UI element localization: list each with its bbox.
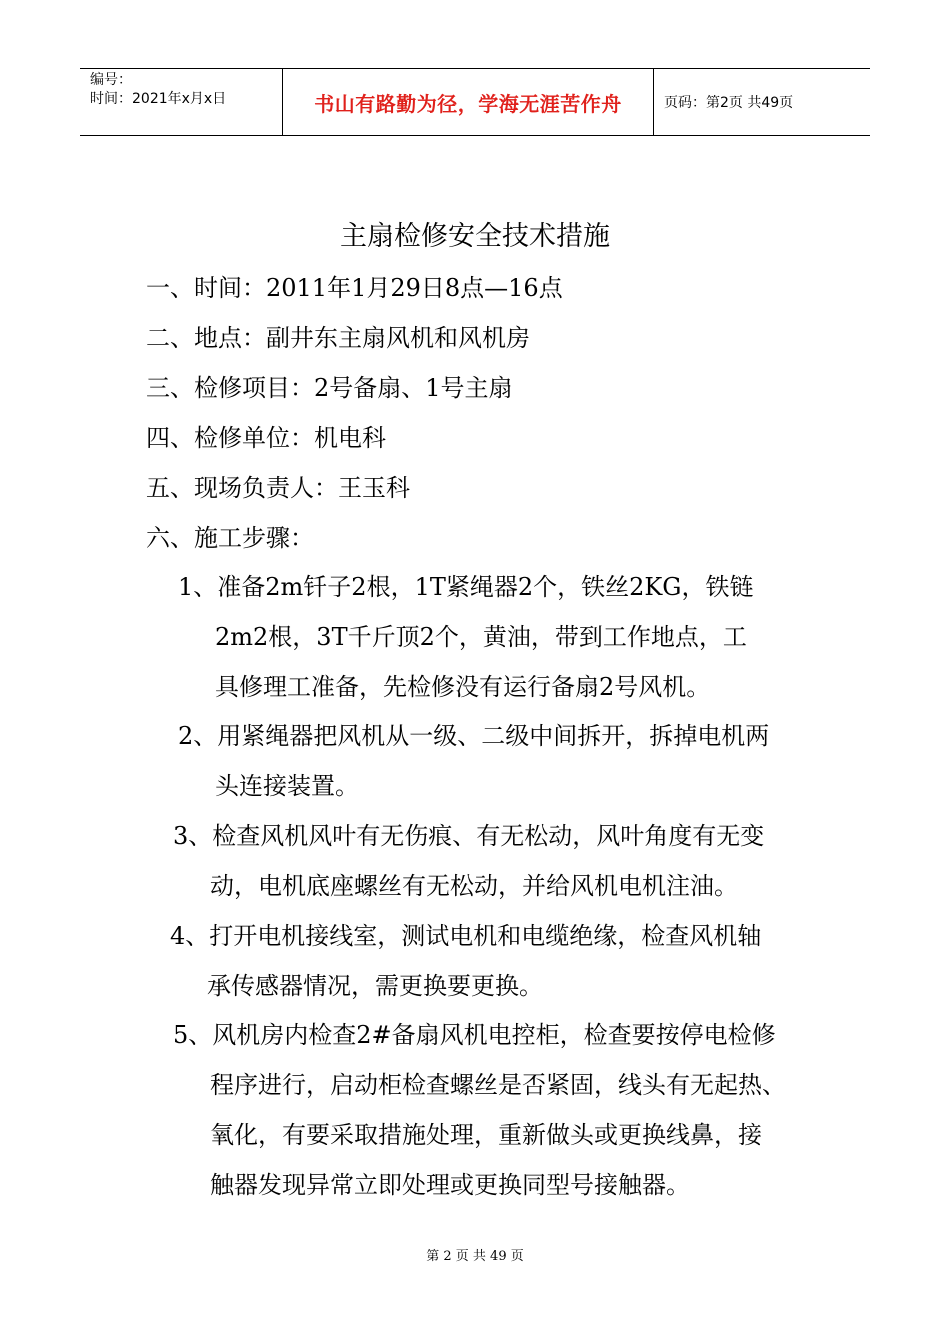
step-1-line-2: 2m2根，3T千斤顶2个，黄油，带到工作地点，工 [215, 623, 747, 651]
number-label: 编号： [90, 72, 132, 88]
step-3-line-2: 动，电机底座螺丝有无松动，并给风机电机注油。 [210, 872, 738, 900]
header-meta [80, 69, 282, 135]
step-5-line-1: 5、风机房内检查2#备扇风机电控柜，检查要按停电检修 [173, 1021, 776, 1049]
step-1-line-3: 具修理工准备，先检修没有运行备扇2号风机。 [215, 673, 711, 701]
section-supervisor: 五、现场负责人：王玉科 [146, 474, 410, 502]
page-footer: 第 2 页 共 49 页 [426, 1249, 524, 1264]
section-location: 二、地点：副井东主扇风机和风机房 [146, 324, 530, 352]
section-steps-heading: 六、施工步骤： [146, 524, 314, 552]
step-5-line-4: 触器发现异常立即处理或更换同型号接触器。 [210, 1171, 690, 1199]
document-header [80, 68, 870, 136]
step-2-line-2: 头连接装置。 [215, 772, 359, 800]
section-time: 一、时间：2011年1月29日8点—16点 [146, 274, 563, 302]
time-label: 时间：2021年x月x日 [90, 91, 227, 107]
section-unit: 四、检修单位：机电科 [146, 424, 386, 452]
step-4-line-2: 承传感器情况，需更换要更换。 [207, 972, 543, 1000]
step-3-line-1: 3、检查风机风叶有无伤痕、有无松动，风叶角度有无变 [173, 822, 765, 850]
header-page-cell [654, 69, 870, 135]
step-5-line-3: 氧化，有要采取措施处理，重新做头或更换线鼻，接 [210, 1121, 762, 1149]
motto-text: 书山有路勤为径，学海无涯苦作舟 [314, 91, 622, 116]
page-title: 主扇检修安全技术措施 [340, 221, 610, 252]
step-2-line-1: 2、用紧绳器把风机从一级、二级中间拆开，拆掉电机两 [178, 722, 770, 750]
header-motto-cell [282, 69, 654, 135]
step-4-line-1: 4、打开电机接线室，测试电机和电缆绝缘，检查风机轴 [170, 922, 762, 950]
page-label: 页码：第2页 共49页 [664, 95, 794, 111]
section-items: 三、检修项目：2号备扇、1号主扇 [146, 374, 513, 402]
step-1-line-1: 1、准备2m钎子2根，1T紧绳器2个，铁丝2KG，铁链 [178, 573, 754, 601]
step-5-line-2: 程序进行，启动柜检查螺丝是否紧固，线头有无起热、 [210, 1071, 786, 1099]
